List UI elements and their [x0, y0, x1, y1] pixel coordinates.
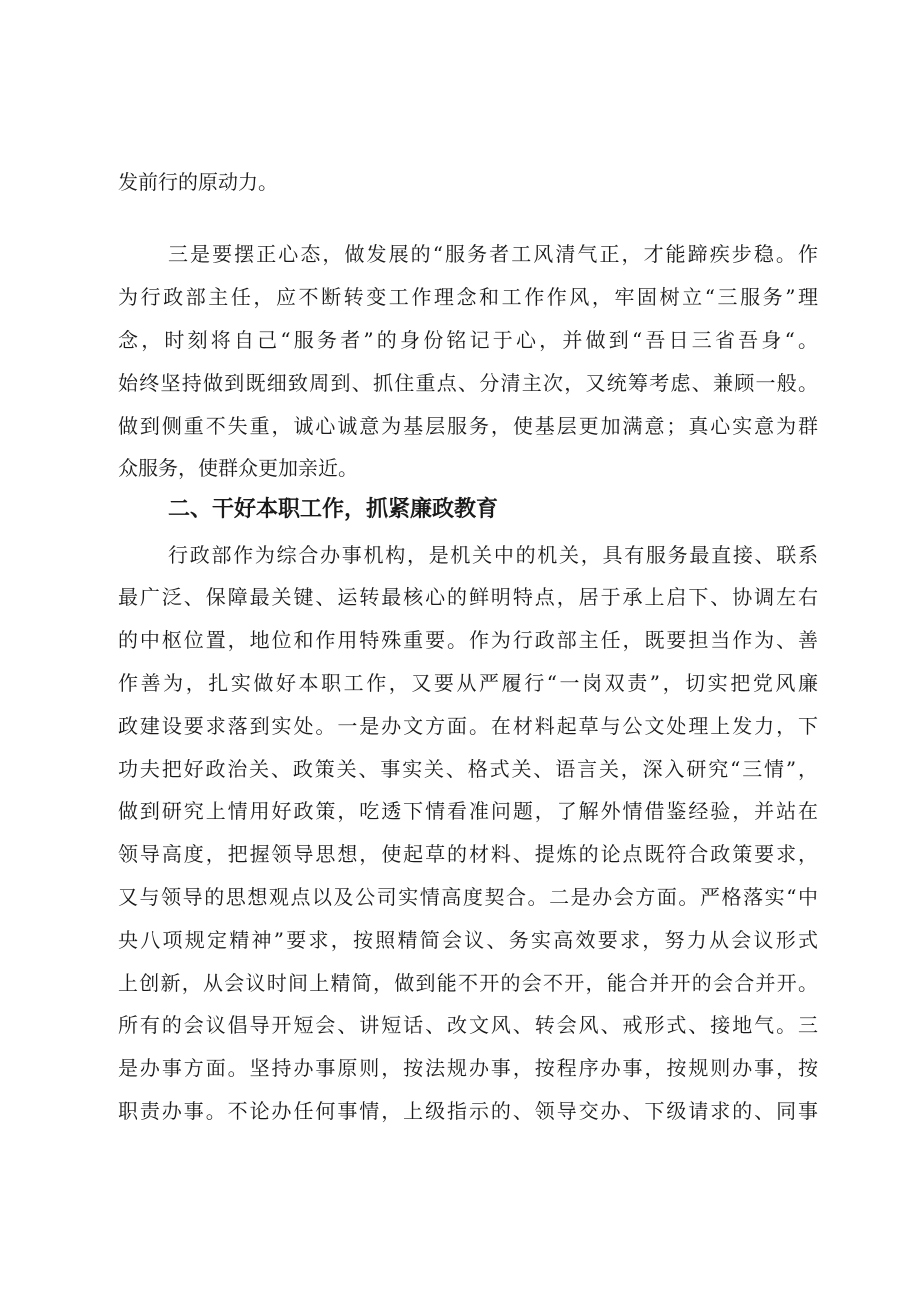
section-two-line: 做到研究上情用好政策，吃透下情看准问题，了解外情借鉴经验，并站在 — [118, 799, 818, 823]
paragraph-three-line: 做到侧重不失重，诚心诚意为基层服务，使基层更加满意；真心实意为群 — [118, 414, 818, 438]
paragraph-three-line: 众服务，使群众更加亲近。 — [118, 456, 358, 480]
paragraph-three-line: 为行政部主任，应不断转变工作理念和工作作风，牢固树立“三服务”理 — [118, 285, 818, 309]
section-heading: 二、干好本职工作，抓紧廉政教育 — [168, 497, 499, 522]
paragraph-three-line: 念，时刻将自己“服务者”的身份铭记于心，并做到“吾日三省吾身“。 — [118, 328, 818, 352]
section-two-line: 政建设要求落到实处。一是办文方面。在材料起草与公文处理上发力，下 — [118, 714, 818, 738]
section-two-line: 职责办事。不论办任何事情，上级指示的、领导交办、下级请求的、同事 — [118, 1099, 818, 1123]
section-two-line: 行政部作为综合办事机构，是机关中的机关，具有服务最直接、联系 — [168, 543, 818, 567]
section-two-line: 最广泛、保障最关键、运转最核心的鲜明特点，居于承上启下、协调左右 — [118, 585, 818, 609]
section-two-line: 所有的会议倡导开短会、讲短话、改文风、转会风、戒形式、接地气。三 — [118, 1013, 818, 1037]
paragraph-three-line: 始终坚持做到既细致周到、抓住重点、分清主次，又统筹考虑、兼顾一般。 — [118, 371, 818, 395]
section-two-line: 的中枢位置，地位和作用特殊重要。作为行政部主任，既要担当作为、善 — [118, 628, 818, 652]
section-two-line: 央八项规定精神”要求，按照精简会议、务实高效要求，努力从会议形式 — [118, 928, 818, 952]
section-two-line: 是办事方面。坚持办事原则，按法规办事，按程序办事，按规则办事，按 — [118, 1056, 818, 1080]
section-two-line: 作善为，扎实做好本职工作，又要从严履行“一岗双责”，切实把党风廉 — [118, 671, 818, 695]
section-two-line: 又与领导的思想观点以及公司实情高度契合。二是办会方面。严格落实“中 — [118, 885, 818, 909]
paragraph-end-line: 发前行的原动力。 — [118, 170, 278, 194]
section-two-line: 上创新，从会议时间上精简，做到能不开的会不开，能合并开的会合并开。 — [118, 971, 818, 995]
paragraph-three-line: 三是要摆正心态，做发展的“服务者工风清气正，才能蹄疾步稳。作 — [168, 242, 818, 266]
section-two-line: 领导高度，把握领导思想，使起草的材料、提炼的论点既符合政策要求， — [118, 842, 818, 866]
section-two-line: 功夫把好政治关、政策关、事实关、格式关、语言关，深入研究“三情”， — [118, 757, 818, 781]
